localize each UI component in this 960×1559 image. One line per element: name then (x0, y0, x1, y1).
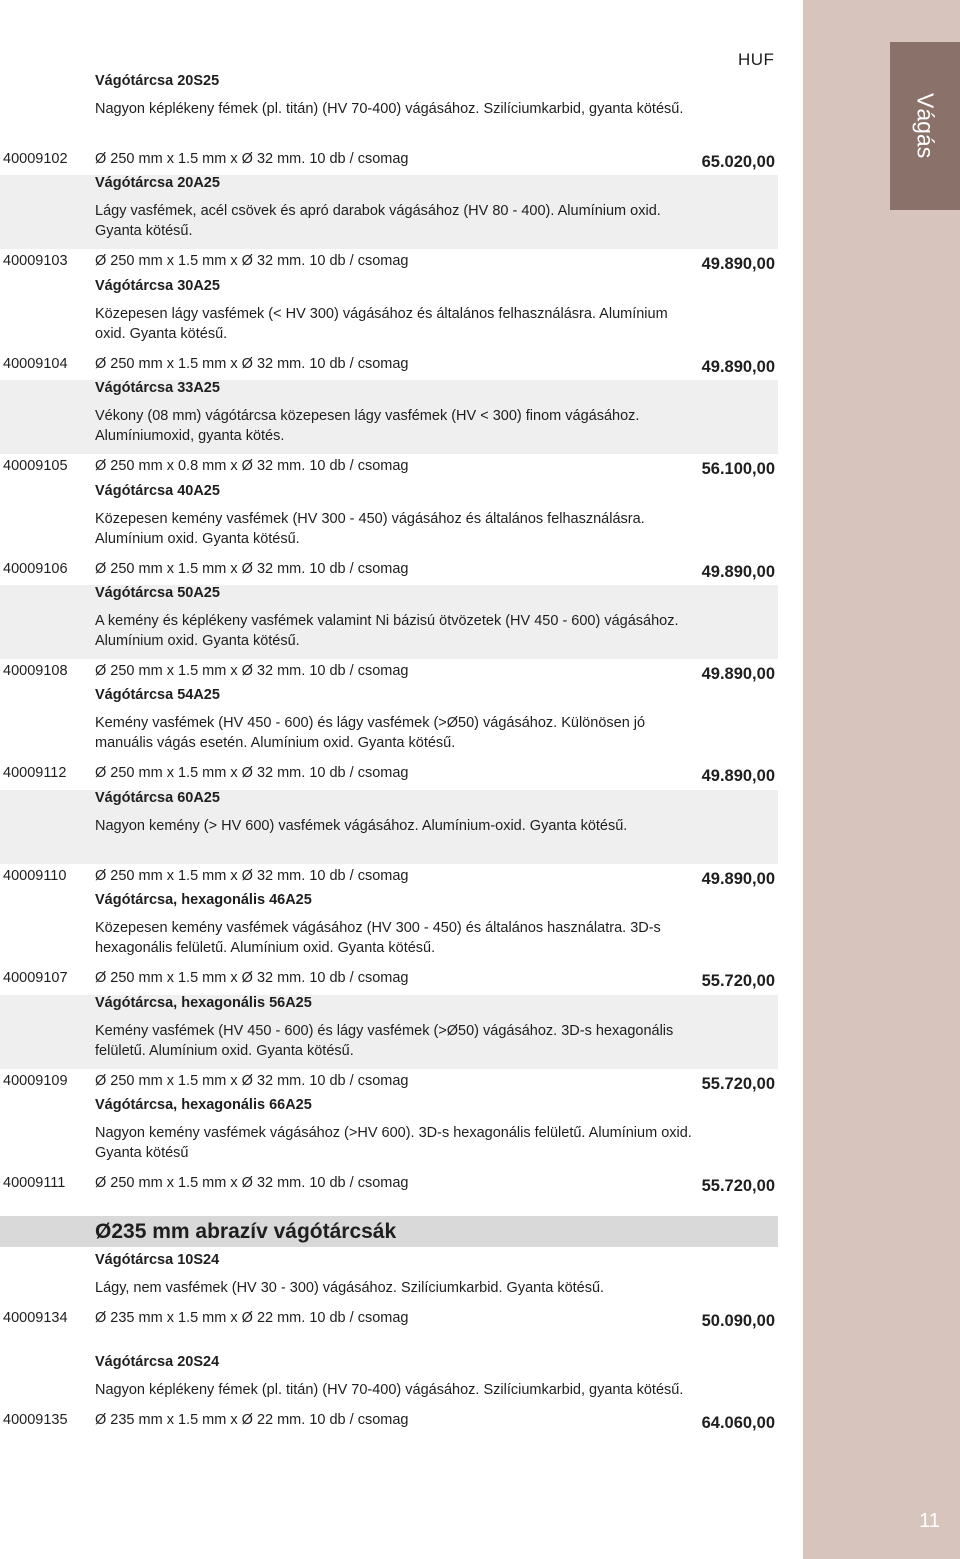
product-name: Vágótárcsa 50A25 (95, 585, 220, 601)
product-code: 40009111 (3, 1175, 66, 1191)
product-code: 40009106 (3, 560, 68, 577)
product-code: 40009110 (3, 867, 67, 884)
product-price: 49.890,00 (701, 255, 775, 274)
product-spec: Ø 250 mm x 1.5 mm x Ø 32 mm. 10 db / csomag (95, 765, 409, 782)
product-code: 40009112 (3, 765, 67, 782)
product-item (0, 1252, 800, 1354)
product-price: 55.720,00 (701, 1074, 775, 1093)
product-name: Vágótárcsa 54A25 (95, 687, 220, 704)
product-name: Vágótárcsa 30A25 (95, 277, 220, 294)
product-description: Nagyon kemény (> HV 600) vasfémek vágásához. Alumínium-oxid. Gyanta kötésű. (95, 817, 628, 834)
product-item (0, 380, 800, 482)
product-item (0, 175, 800, 277)
product-description: Vékony (08 mm) vágótárcsa közepesen lágy vasfémek (HV < 300) finom vágásához. Alumíniumoxid, gyanta kötés. (95, 408, 640, 445)
product-item (0, 73, 800, 175)
sidebar (803, 0, 960, 1559)
product-spec: Ø 250 mm x 1.5 mm x Ø 32 mm. 10 db / csomag (95, 151, 409, 167)
product-code: 40009104 (3, 355, 68, 372)
product-description: Nagyon kemény vasfémek vágásához (>HV 600). 3D-s hexagonális felületű. Alumínium oxid. Gyanta kötésű (95, 1125, 692, 1161)
product-spec: Ø 250 mm x 1.5 mm x Ø 32 mm. 10 db / csomag (95, 663, 409, 679)
product-description: Közepesen kemény vasfémek (HV 300 - 450) vágásához és általános felhasználásra. Alumínium oxid. Gyanta kötésű. (95, 510, 645, 547)
product-code: 40009107 (3, 970, 68, 987)
product-description: Nagyon képlékeny fémek (pl. titán) (HV 70-400) vágásához. Szilíciumkarbid, gyanta kötésű. (95, 101, 684, 117)
product-item (0, 995, 800, 1097)
page-number: 11 (919, 1510, 940, 1532)
product-name: Vágótárcsa 20S25 (95, 73, 220, 89)
product-price: 49.890,00 (701, 562, 775, 581)
product-code: 40009134 (3, 1310, 68, 1326)
product-spec: Ø 250 mm x 1.5 mm x Ø 32 mm. 10 db / csomag (95, 1175, 409, 1191)
product-item (0, 1354, 800, 1456)
product-name: Vágótárcsa 60A25 (95, 789, 220, 806)
product-name: Vágótárcsa, hexagonális 46A25 (95, 892, 312, 909)
section-header-235 (0, 1216, 778, 1247)
product-description: Lágy, nem vasfémek (HV 30 - 300) vágásához. Szilíciumkarbid. Gyanta kötésű. (95, 1280, 605, 1296)
product-price: 55.720,00 (701, 1177, 775, 1195)
product-price: 64.060,00 (701, 1414, 775, 1432)
product-description: Kemény vasfémek (HV 450 - 600) és lágy vasfémek (>Ø50) vágásához. Különösen jó manuális vágás esetén. Alumínium oxid. Gyanta kötésű. (95, 715, 646, 752)
product-price: 49.890,00 (701, 869, 775, 888)
product-description: Közepesen kemény vasfémek vágásához (HV 300 - 450) és általános használatra. 3D-s hexagonális felületű. Alumínium oxid. Gyanta kötésű. (95, 920, 661, 957)
product-spec: Ø 250 mm x 1.5 mm x Ø 32 mm. 10 db / csomag (95, 1072, 409, 1089)
product-spec: Ø 250 mm x 1.5 mm x Ø 32 mm. 10 db / csomag (95, 355, 409, 372)
section-title: Ø235 mm abrazív vágótárcsák (95, 1220, 397, 1243)
product-code: 40009135 (3, 1412, 68, 1428)
section-tab[interactable] (890, 42, 960, 210)
product-description: Kemény vasfémek (HV 450 - 600) és lágy vasfémek (>Ø50) vágásához. 3D-s hexagonális felületű. Alumínium oxid. Gyanta kötésű. (95, 1022, 674, 1059)
product-name: Vágótárcsa 33A25 (95, 380, 220, 397)
product-name: Vágótárcsa, hexagonális 56A25 (95, 994, 312, 1011)
product-code: 40009109 (3, 1072, 68, 1089)
product-item (0, 585, 800, 687)
product-price: 55.720,00 (701, 972, 775, 991)
product-item (0, 892, 800, 994)
product-spec: Ø 235 mm x 1.5 mm x Ø 22 mm. 10 db / csomag (95, 1310, 409, 1326)
product-spec: Ø 250 mm x 1.5 mm x Ø 32 mm. 10 db / csomag (95, 970, 409, 987)
product-description: Lágy vasfémek, acél csövek és apró darabok vágásához (HV 80 - 400). Alumínium oxid. Gyanta kötésű. (95, 203, 661, 240)
product-price: 49.890,00 (701, 357, 775, 376)
product-description: Nagyon képlékeny fémek (pl. titán) (HV 70-400) vágásához. Szilíciumkarbid, gyanta kötésű. (95, 1382, 684, 1398)
product-description: A kemény és képlékeny vasfémek valamint Ni bázisú ötvözetek (HV 450 - 600) vágásához. Alumínium oxid. Gyanta kötésű. (95, 613, 679, 649)
product-spec: Ø 250 mm x 0.8 mm x Ø 32 mm. 10 db / csomag (95, 458, 409, 475)
product-item (0, 483, 800, 585)
currency-label: HUF (738, 50, 775, 69)
product-name: Vágótárcsa, hexagonális 66A25 (95, 1097, 312, 1113)
product-name: Vágótárcsa 40A25 (95, 482, 220, 499)
product-name: Vágótárcsa 10S24 (95, 1252, 220, 1268)
product-code: 40009103 (3, 253, 68, 270)
product-price: 49.890,00 (701, 665, 775, 683)
product-description: Közepesen lágy vasfémek (< HV 300) vágásához és általános felhasználásra. Alumínium oxid. Gyanta kötésű. (95, 305, 668, 342)
product-spec: Ø 250 mm x 1.5 mm x Ø 32 mm. 10 db / csomag (95, 560, 409, 577)
product-code: 40009102 (3, 151, 68, 167)
product-spec: Ø 235 mm x 1.5 mm x Ø 22 mm. 10 db / csomag (95, 1412, 409, 1428)
product-item (0, 687, 800, 789)
product-code: 40009105 (3, 458, 68, 475)
product-price: 49.890,00 (701, 767, 775, 786)
section-tab-label: Vágás (912, 93, 939, 159)
product-price: 50.090,00 (701, 1312, 775, 1330)
product-item (0, 278, 800, 380)
product-price: 56.100,00 (701, 460, 775, 479)
product-item (0, 790, 800, 892)
product-item (0, 1097, 800, 1199)
product-price: 65.020,00 (701, 153, 775, 171)
product-spec: Ø 250 mm x 1.5 mm x Ø 32 mm. 10 db / csomag (95, 867, 409, 884)
product-name: Vágótárcsa 20S24 (95, 1354, 220, 1370)
product-name: Vágótárcsa 20A25 (95, 175, 220, 192)
product-spec: Ø 250 mm x 1.5 mm x Ø 32 mm. 10 db / csomag (95, 253, 409, 270)
product-code: 40009108 (3, 663, 68, 679)
